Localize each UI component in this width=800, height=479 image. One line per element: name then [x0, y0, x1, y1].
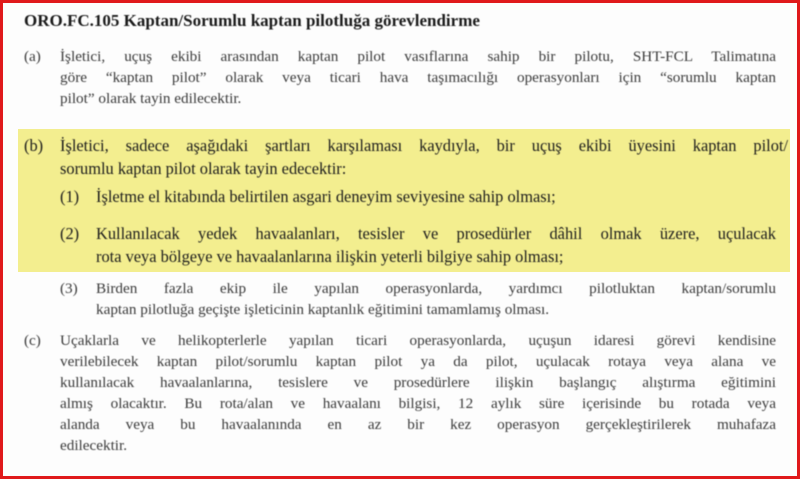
- paragraph-c-label: (c): [24, 332, 41, 349]
- paragraph-b-line: İşletici, sadece aşağıdaki şartları karşılaması kaydıyla, bir uçuş ekibi üyesini kaptan pilot/: [60, 136, 788, 155]
- item-1-text: [96, 185, 776, 208]
- paragraph-c-line: verilebilecek kaptan pilot/sorumlu kaptan pilot ya da pilot, uçulacak rotaya veya alana ve: [60, 353, 776, 370]
- paragraph-a-line: İşletici, uçuş ekibi arasından kaptan pilot vasıflarına sahip bir pilotu, SHT-FCL Talimatına: [60, 48, 776, 65]
- document-content: [3, 3, 797, 476]
- item-1-label: (1): [60, 187, 80, 206]
- item-2-label: (2): [60, 224, 80, 243]
- paragraph-c-text: [60, 330, 776, 456]
- paragraph-a-label: (a): [24, 48, 41, 65]
- paragraph-c-line: almış olacaktır. Bu rota/alan ve havaalanı bilgisi, 12 aylık süre içerisinde bu rotada veya: [60, 395, 776, 412]
- paragraph-b-text: [60, 134, 788, 180]
- item-3-line: kaptan pilotluğa geçişte işleticinin kaptanlık eğitimini tamamlamış olması.: [96, 301, 549, 318]
- paragraph-b-label: (b): [24, 136, 44, 155]
- item-3-line: Birden fazla ekip ile yapılan operasyonlarda, yardımcı pilotluktan kaptan/sorumlu: [96, 280, 776, 297]
- item-2-text: [96, 222, 776, 268]
- paragraph-c-line: Uçaklarla ve helikopterlerle yapılan ticari operasyonlarda, uçuşun idaresi görevi kendisine: [60, 332, 776, 349]
- item-2-line: Kullanılacak yedek havaalanları, tesisler ve prosedürler dâhil olmak üzere, uçulacak: [96, 224, 776, 243]
- item-3-label: (3): [60, 280, 78, 297]
- paragraph-a-line: pilot” olarak tayin edilecektir.: [60, 90, 242, 107]
- paragraph-c-line: alanda veya bu havaalanında en az bir kez operasyon gerçekleştirilerek muhafaza: [60, 416, 776, 433]
- paragraph-b-line: sorumlu kaptan pilot olarak tayin edecektir:: [60, 159, 347, 178]
- document-title: ORO.FC.105 Kaptan/Sorumlu kaptan pilotluğa görevlendirme: [24, 11, 480, 30]
- item-1-line: İşletme el kitabında belirtilen asgari deneyim seviyesine sahip olması;: [96, 187, 556, 206]
- item-3-text: [96, 278, 776, 320]
- paragraph-a-line: göre “kaptan pilot” olarak veya ticari hava taşımacılığı operasyonları için “sorumlu kaptan: [60, 69, 776, 86]
- item-2-line: rota veya bölgeye ve havaalanlarına ilişkin yeterli bilgiye sahip olması;: [96, 247, 564, 266]
- paragraph-c-line: kullanılacak havaalanlarına, tesislere ve prosedürlere ilişkin başlangıç alıştırma eğitimini: [60, 374, 776, 391]
- paragraph-a-text: [60, 46, 776, 109]
- paragraph-c-line: edilecektir.: [60, 437, 128, 454]
